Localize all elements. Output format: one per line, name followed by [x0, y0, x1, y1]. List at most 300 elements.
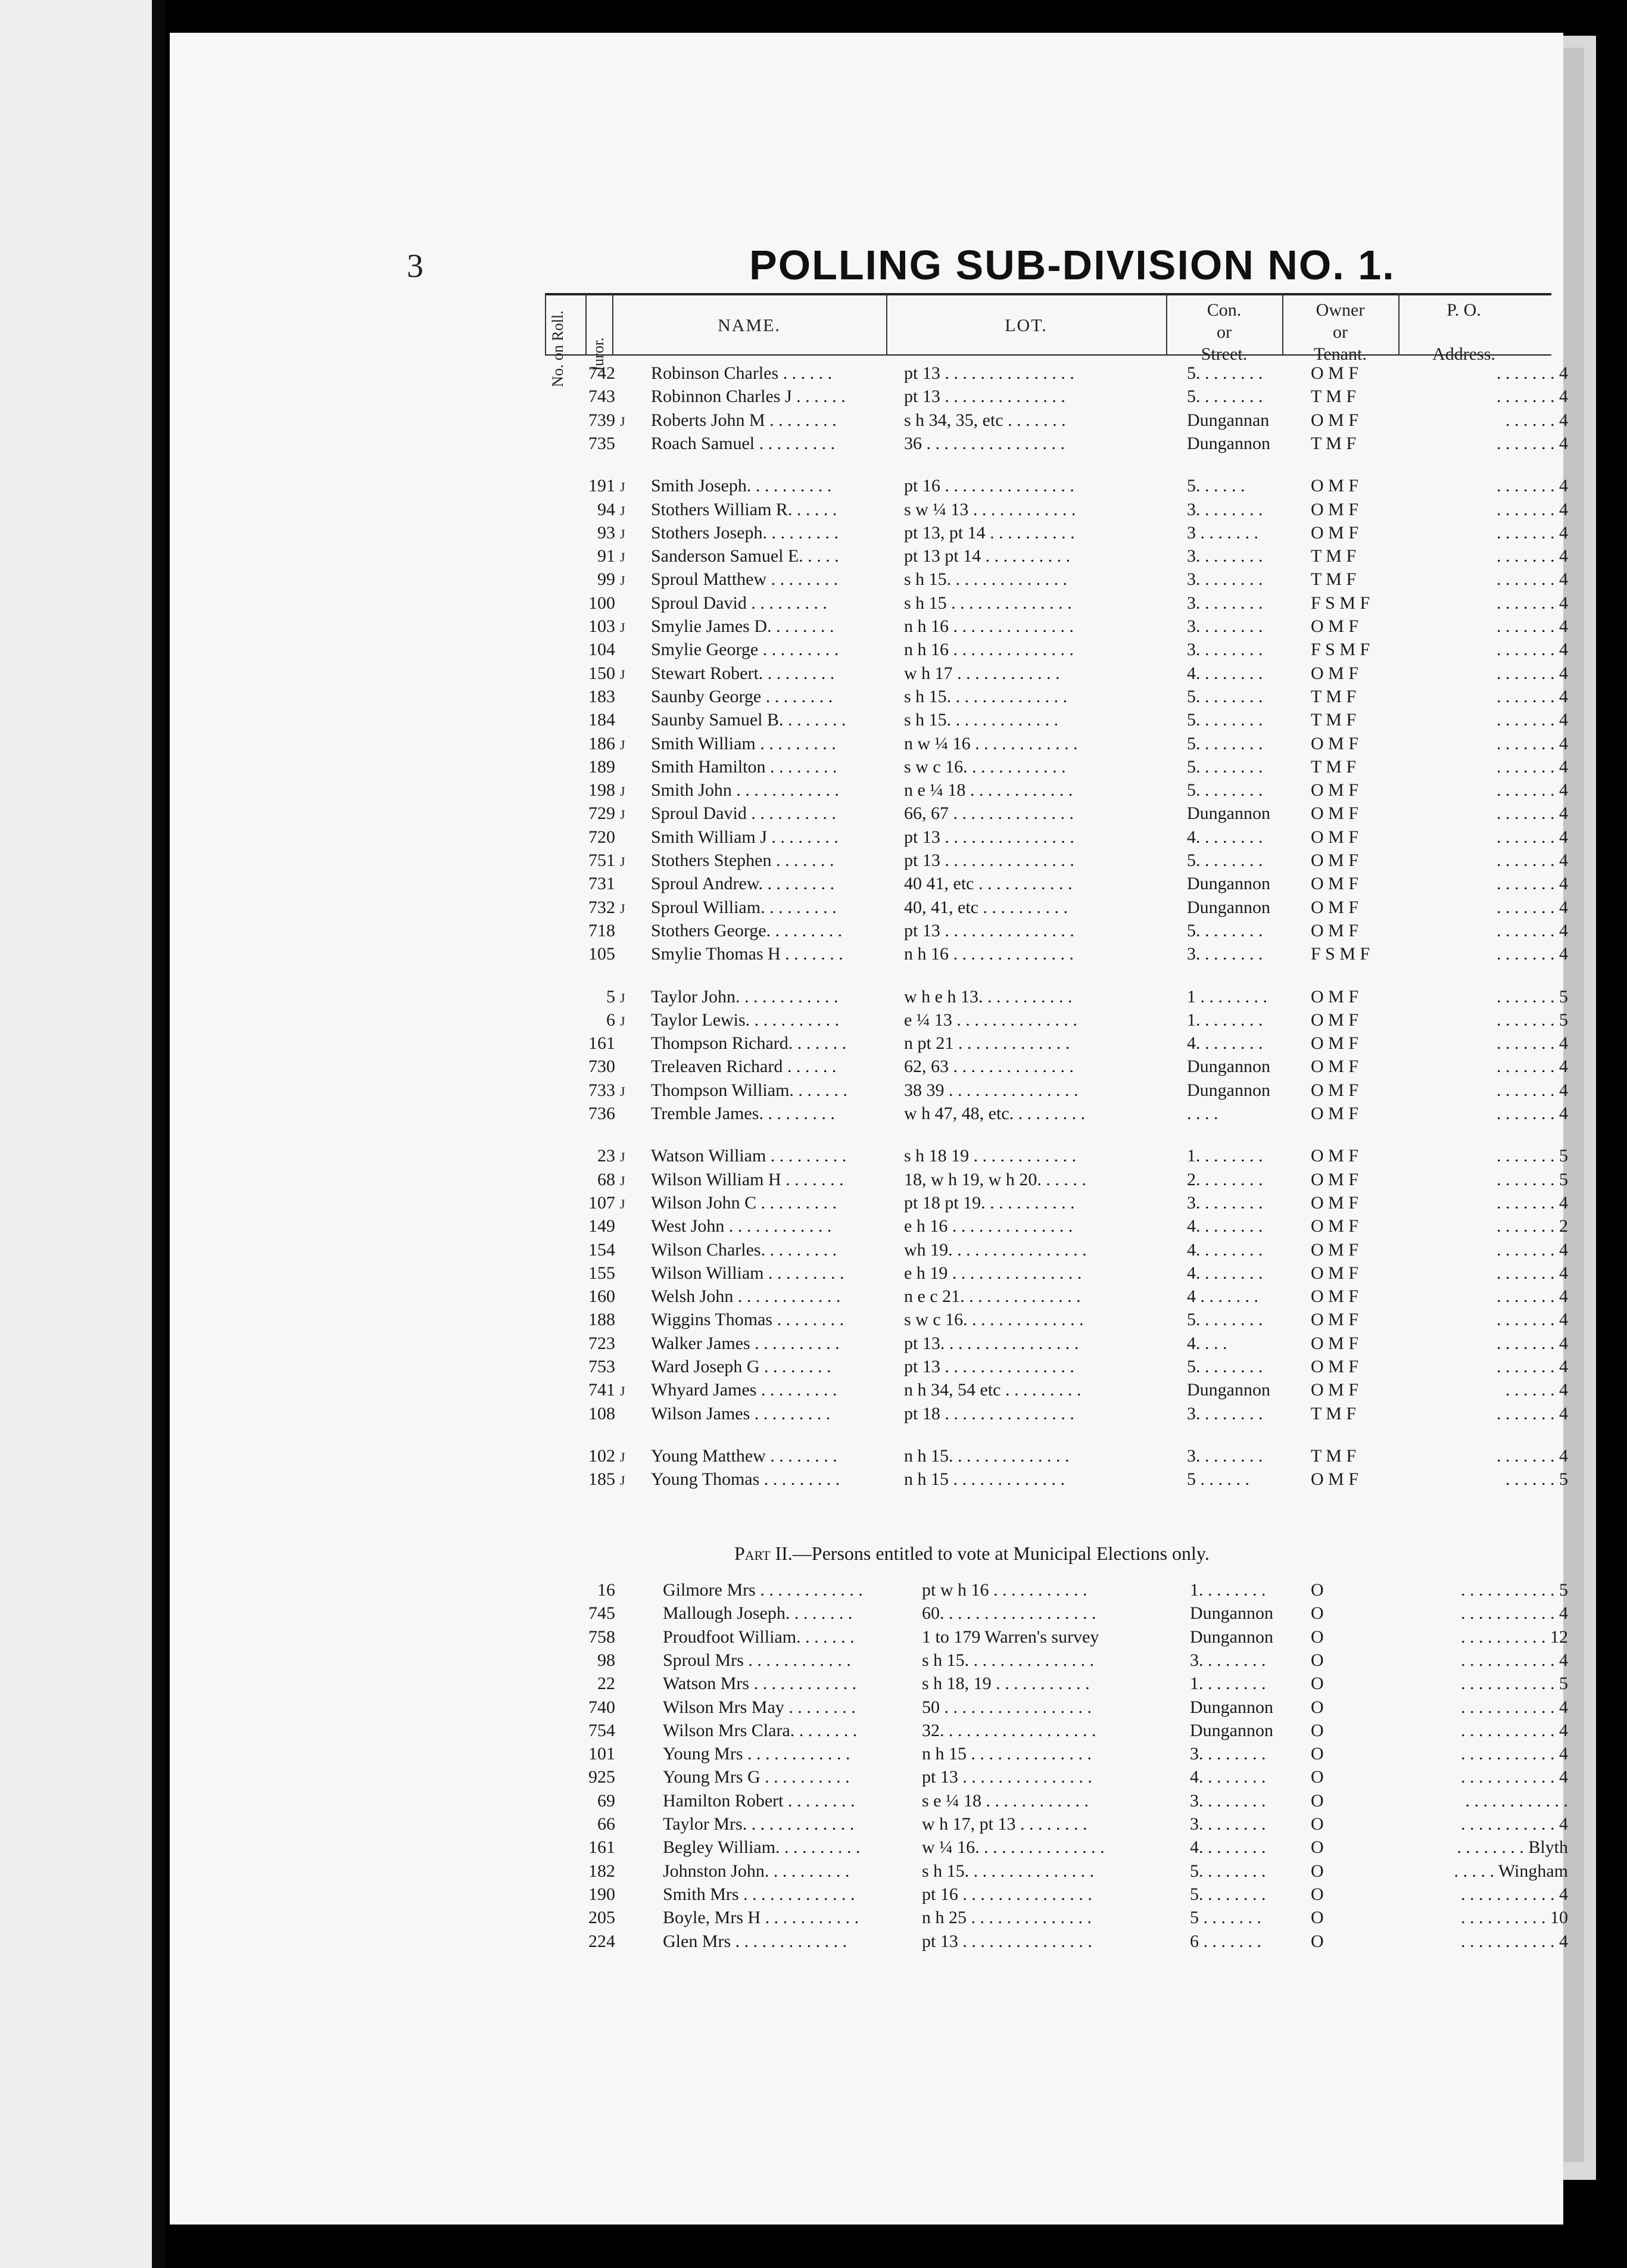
con-cell: 3. . . . . . . . [1190, 1650, 1266, 1670]
roll-number: 718 [588, 920, 615, 940]
voter-name: Thompson William. . . . . . . [651, 1080, 847, 1100]
voter-name: Wilson John C . . . . . . . . . [651, 1192, 837, 1213]
lot-cell: s h 15. . . . . . . . . . . . . . . [922, 1650, 1095, 1670]
lot-cell: pt 18 pt 19. . . . . . . . . . . [904, 1192, 1075, 1213]
address-cell: . . . . . . . 4 [1497, 1263, 1568, 1283]
voter-name: Taylor Lewis. . . . . . . . . . . [651, 1010, 840, 1030]
roll-number: 16 [597, 1580, 615, 1600]
owner-cell: O M F [1311, 522, 1359, 543]
con-cell: 2. . . . . . . . [1187, 1169, 1263, 1189]
voter-name: Stothers George. . . . . . . . . [651, 920, 843, 940]
address-cell: . . . . . . . . . . . 4 [1461, 1814, 1568, 1834]
owner-cell: O [1311, 1603, 1324, 1624]
con-cell: 5. . . . . . . . [1187, 686, 1263, 706]
con-cell: 1 . . . . . . . . [1187, 986, 1267, 1007]
owner-cell: O M F [1311, 1333, 1359, 1353]
owner-cell: O [1311, 1650, 1324, 1670]
con-cell: 5. . . . . . . . [1187, 387, 1263, 407]
voter-name: Sproul David . . . . . . . . . . [651, 803, 836, 824]
facing-page [0, 0, 158, 2268]
juror-mark: J [620, 1449, 625, 1465]
address-cell: . . . . . . . 4 [1497, 920, 1568, 940]
owner-cell: O M F [1311, 780, 1359, 800]
address-cell: . . . . . . . . . . . 4 [1461, 1884, 1568, 1904]
lot-cell: s h 15. . . . . . . . . . . . . . [904, 569, 1068, 590]
juror-mark: J [620, 550, 625, 565]
roll-number: 22 [597, 1674, 615, 1694]
voter-name: Treleaven Richard . . . . . . [651, 1057, 837, 1077]
address-cell: . . . . . . . 4 [1497, 733, 1568, 753]
owner-cell: O [1311, 1884, 1324, 1904]
lot-cell: pt 13 . . . . . . . . . . . . . . . [904, 827, 1074, 847]
owner-cell: O M F [1311, 1057, 1359, 1077]
voter-name: Watson William . . . . . . . . . [651, 1146, 847, 1166]
roll-number: 731 [588, 874, 615, 894]
roll-number: 108 [588, 1403, 615, 1423]
address-cell: . . . . . . . . . . 12 [1461, 1627, 1568, 1647]
roll-number: 191 [588, 476, 615, 496]
con-cell: 5 . . . . . . [1187, 1469, 1249, 1490]
lot-cell: s h 18, 19 . . . . . . . . . . . [922, 1674, 1090, 1694]
lot-cell: w h 17 . . . . . . . . . . . . [904, 663, 1060, 683]
address-cell: . . . . . . . 4 [1497, 433, 1568, 453]
owner-cell: O M F [1311, 1033, 1359, 1054]
address-cell: . . . . . . . 2 [1497, 1216, 1568, 1236]
roll-number: 730 [588, 1057, 615, 1077]
address-cell: . . . . . . . 4 [1497, 1310, 1568, 1330]
juror-mark: J [620, 1083, 625, 1099]
roll-number: 6 [606, 1010, 615, 1030]
con-cell: 3. . . . . . . . [1187, 640, 1263, 660]
owner-cell: F S M F [1311, 640, 1370, 660]
roll-number: 925 [588, 1767, 615, 1787]
roll-number: 184 [588, 710, 615, 730]
lot-cell: n pt 21 . . . . . . . . . . . . . [904, 1033, 1070, 1054]
voter-name: Smylie James D. . . . . . . . [651, 616, 834, 636]
address-cell: . . . . . . . 4 [1497, 522, 1568, 543]
address-cell: . . . . . . . 5 [1497, 1010, 1568, 1030]
address-cell: . . . . . . . 4 [1497, 1445, 1568, 1466]
juror-mark: J [620, 784, 625, 799]
lot-cell: pt 13 . . . . . . . . . . . . . . . [922, 1931, 1092, 1951]
address-cell: . . . . . . . . . . . 4 [1461, 1931, 1568, 1951]
voter-name: Welsh John . . . . . . . . . . . . [651, 1286, 841, 1307]
address-cell: . . . . . . 5 [1506, 1469, 1568, 1490]
owner-cell: O [1311, 1767, 1324, 1787]
roll-number: 754 [588, 1720, 615, 1740]
lot-cell: s w c 16. . . . . . . . . . . . . . [904, 1310, 1084, 1330]
owner-cell: O [1311, 1908, 1324, 1928]
roll-number: 155 [588, 1263, 615, 1283]
address-cell: . . . . . . . 4 [1497, 874, 1568, 894]
lot-cell: n h 16 . . . . . . . . . . . . . . [904, 944, 1074, 964]
address-cell: . . . . . . . 4 [1497, 1333, 1568, 1353]
address-cell: . . . . . . . 4 [1497, 1104, 1568, 1123]
lot-cell: pt 13. . . . . . . . . . . . . . . . [904, 1333, 1079, 1353]
juror-mark: J [620, 413, 625, 429]
voter-name: Young Thomas . . . . . . . . . [651, 1469, 840, 1490]
lot-cell: pt 13 . . . . . . . . . . . . . . . [904, 850, 1074, 870]
con-cell: Dungannon [1187, 1057, 1270, 1077]
con-cell: 5. . . . . . [1187, 476, 1245, 496]
voter-name: Hamilton Robert . . . . . . . . [663, 1790, 855, 1811]
owner-cell: O M F [1311, 1380, 1359, 1400]
con-cell: 5. . . . . . . . [1190, 1884, 1266, 1904]
owner-cell: F S M F [1311, 944, 1370, 964]
roll-number: 101 [588, 1744, 615, 1764]
voter-name: Sproul William. . . . . . . . . [651, 897, 837, 917]
juror-mark: J [620, 807, 625, 823]
voter-name: Smith William . . . . . . . . . [651, 733, 836, 753]
roll-number: 102 [588, 1445, 615, 1466]
address-cell: . . . . . . . . . . 10 [1461, 1908, 1568, 1928]
lot-cell: s h 34, 35, etc . . . . . . . [904, 410, 1066, 430]
roll-number: 741 [588, 1380, 615, 1400]
owner-cell: O M F [1311, 1263, 1359, 1283]
address-cell: . . . . . . . 4 [1497, 363, 1568, 383]
address-cell: . . . . . . . . . . . 5 [1461, 1580, 1568, 1600]
lot-cell: w h e h 13. . . . . . . . . . . [904, 986, 1073, 1007]
lot-cell: 18, w h 19, w h 20. . . . . . [904, 1169, 1086, 1189]
owner-cell: O M F [1311, 827, 1359, 847]
roll-number: 753 [588, 1357, 615, 1376]
con-cell: 4. . . . . . . . [1187, 1216, 1263, 1236]
voter-name: Wiggins Thomas . . . . . . . . [651, 1310, 844, 1330]
col-po-line: P. O. [1447, 300, 1481, 320]
owner-cell: O M F [1311, 733, 1359, 753]
roll-number: 720 [588, 827, 615, 847]
roll-number: 739 [588, 410, 615, 430]
owner-cell: T M F [1311, 569, 1357, 590]
lot-cell: pt w h 16 . . . . . . . . . . . [922, 1580, 1087, 1600]
con-cell: Dungannon [1190, 1720, 1273, 1740]
con-cell: 5 . . . . . . . [1190, 1908, 1261, 1928]
lot-cell: 38 39 . . . . . . . . . . . . . . . [904, 1080, 1079, 1100]
address-cell: . . . . . . . . . . . 4 [1461, 1650, 1568, 1670]
juror-mark: J [620, 573, 625, 588]
voter-name: Smylie George . . . . . . . . . [651, 640, 839, 660]
con-cell: 5. . . . . . . . [1187, 850, 1263, 870]
con-cell: Dungannon [1190, 1697, 1273, 1717]
roll-number: 188 [588, 1310, 615, 1330]
lot-cell: e h 16 . . . . . . . . . . . . . . [904, 1216, 1073, 1236]
lot-cell: n w ¼ 16 . . . . . . . . . . . . [904, 733, 1078, 753]
voter-name: Smith Hamilton . . . . . . . . [651, 756, 837, 777]
address-cell: . . . . . . . 5 [1497, 1146, 1568, 1166]
part-two-label: Part II. [734, 1543, 793, 1564]
address-cell: . . . . . . . 4 [1497, 850, 1568, 870]
roll-number: 729 [588, 803, 615, 824]
lot-cell: n h 15 . . . . . . . . . . . . . . [922, 1744, 1092, 1764]
roll-number: 107 [588, 1192, 615, 1213]
roll-number: 183 [588, 686, 615, 706]
address-cell: . . . . . . . 4 [1497, 1357, 1568, 1376]
lot-cell: s h 15. . . . . . . . . . . . . . . [922, 1861, 1095, 1881]
address-cell: . . . . . . . . . . . 4 [1461, 1767, 1568, 1787]
roll-number: 103 [588, 616, 615, 636]
con-cell: 5. . . . . . . . [1187, 1357, 1263, 1376]
lot-cell: n h 16 . . . . . . . . . . . . . . [904, 640, 1074, 660]
roll-number: 740 [588, 1697, 615, 1717]
voter-name: Boyle, Mrs H . . . . . . . . . . . [663, 1908, 859, 1928]
owner-cell: T M F [1311, 686, 1357, 706]
roll-number: 69 [597, 1790, 615, 1811]
con-cell: Dungannon [1187, 1380, 1270, 1400]
lot-cell: n e c 21. . . . . . . . . . . . . . [904, 1286, 1081, 1307]
roll-number: 735 [588, 433, 615, 453]
con-cell: 3. . . . . . . . [1190, 1814, 1266, 1834]
roll-number: 154 [588, 1239, 615, 1260]
con-cell: 5. . . . . . . . [1187, 920, 1263, 940]
owner-cell: O M F [1311, 920, 1359, 940]
col-own-line: Owner [1316, 300, 1365, 320]
voter-name: Wilson William H . . . . . . . [651, 1169, 844, 1189]
owner-cell: T M F [1311, 546, 1357, 566]
address-cell: . . . . . . . . . . . 5 [1461, 1674, 1568, 1694]
voter-name: Johnston John. . . . . . . . . . [663, 1861, 850, 1881]
lot-cell: s h 15 . . . . . . . . . . . . . . [904, 593, 1072, 613]
address-cell: . . . . . . . 4 [1497, 663, 1568, 683]
con-cell: 3. . . . . . . . [1187, 593, 1263, 613]
address-cell: . . . . . . . 4 [1497, 640, 1568, 660]
roll-number: 91 [597, 546, 615, 566]
roll-number: 186 [588, 733, 615, 753]
owner-cell: O [1311, 1744, 1324, 1764]
owner-cell: O M F [1311, 616, 1359, 636]
voter-name: Sproul Mrs . . . . . . . . . . . . [663, 1650, 851, 1670]
address-cell: . . . . . . . 4 [1497, 1239, 1568, 1260]
owner-cell: T M F [1311, 1403, 1357, 1423]
col-owner [1282, 299, 1398, 365]
con-cell: 1. . . . . . . . [1190, 1674, 1266, 1694]
voter-name: Mallough Joseph. . . . . . . . [663, 1603, 853, 1624]
con-cell: 3. . . . . . . . [1187, 944, 1263, 964]
con-cell: 3. . . . . . . . [1187, 546, 1263, 566]
voter-name: Sproul Matthew . . . . . . . . [651, 569, 839, 590]
address-cell: . . . . . . . 5 [1497, 1169, 1568, 1189]
col-con [1166, 299, 1282, 365]
con-cell: Dungannon [1187, 1080, 1270, 1100]
address-cell: . . . . . . . 4 [1497, 686, 1568, 706]
lot-cell: pt 13 . . . . . . . . . . . . . . . [922, 1767, 1092, 1787]
address-cell: . . . . . . . 4 [1497, 1057, 1568, 1077]
address-cell: . . . . . . . 4 [1497, 756, 1568, 777]
voter-name: West John . . . . . . . . . . . . [651, 1216, 832, 1236]
col-juror: Juror. [590, 337, 607, 372]
juror-mark: J [620, 479, 625, 495]
con-cell: 1. . . . . . . . [1187, 1146, 1263, 1166]
voter-name: Young Mrs . . . . . . . . . . . . [663, 1744, 850, 1764]
lot-cell: 40, 41, etc . . . . . . . . . . [904, 897, 1068, 917]
owner-cell: T M F [1311, 433, 1357, 453]
address-cell: . . . . . . . 4 [1497, 546, 1568, 566]
owner-cell: O [1311, 1627, 1324, 1647]
owner-cell: O [1311, 1674, 1324, 1694]
address-cell: . . . . . . . 4 [1497, 569, 1568, 590]
col-con-line: Con. [1207, 300, 1242, 320]
lot-cell: w h 47, 48, etc. . . . . . . . . [904, 1104, 1086, 1123]
con-cell: 3 . . . . . . . [1187, 522, 1258, 543]
lot-cell: pt 16 . . . . . . . . . . . . . . . [922, 1884, 1092, 1904]
owner-cell: O M F [1311, 410, 1359, 430]
lot-cell: 66, 67 . . . . . . . . . . . . . . [904, 803, 1074, 824]
lot-cell: n h 15 . . . . . . . . . . . . . [904, 1469, 1065, 1490]
voter-name: Saunby George . . . . . . . . [651, 686, 833, 706]
owner-cell: O [1311, 1814, 1324, 1834]
voter-name: Stothers Joseph. . . . . . . . . [651, 522, 839, 543]
roll-number: 723 [588, 1333, 615, 1353]
address-cell: . . . . . . . 4 [1497, 780, 1568, 800]
con-cell: 4. . . . . . . . [1190, 1837, 1266, 1858]
owner-cell: O [1311, 1861, 1324, 1881]
owner-cell: O M F [1311, 476, 1359, 496]
owner-cell: O M F [1311, 1469, 1359, 1490]
roll-number: 105 [588, 944, 615, 964]
address-cell: . . . . . . 4 [1506, 410, 1568, 430]
voter-name: Sanderson Samuel E. . . . . [651, 546, 839, 566]
address-cell: . . . . . . . 4 [1497, 897, 1568, 917]
address-cell: . . . . . . . 4 [1497, 1286, 1568, 1307]
con-cell: Dungannon [1187, 874, 1270, 894]
con-cell: Dungannon [1190, 1603, 1273, 1624]
con-cell: 3. . . . . . . . [1187, 616, 1263, 636]
owner-cell: O [1311, 1931, 1324, 1951]
juror-mark: J [620, 901, 625, 916]
owner-cell: O M F [1311, 1239, 1359, 1260]
owner-cell: O [1311, 1580, 1324, 1600]
con-cell: 6 . . . . . . . [1190, 1931, 1261, 1951]
col-divider [545, 293, 546, 356]
juror-mark: J [620, 1384, 625, 1399]
address-cell: . . . . . . . 4 [1497, 499, 1568, 519]
roll-number: 185 [588, 1469, 615, 1490]
con-cell: 1. . . . . . . . [1190, 1580, 1266, 1600]
col-con-line: or [1217, 322, 1232, 342]
voter-name: Sproul Andrew. . . . . . . . . [651, 874, 835, 894]
voter-name: Robinnon Charles J . . . . . . [651, 387, 846, 407]
con-cell: 3. . . . . . . . [1187, 1403, 1263, 1423]
juror-mark: J [620, 1173, 625, 1188]
col-lot: LOT. [1005, 316, 1048, 335]
col-name: NAME. [718, 316, 781, 335]
address-cell: . . . . . . . 4 [1497, 387, 1568, 407]
owner-cell: O [1311, 1790, 1324, 1811]
voter-name: Roach Samuel . . . . . . . . . [651, 433, 836, 453]
roll-number: 190 [588, 1884, 615, 1904]
con-cell: 5. . . . . . . . [1187, 710, 1263, 730]
con-cell: 5. . . . . . . . [1187, 756, 1263, 777]
col-con-line: Street. [1201, 344, 1248, 364]
address-cell: . . . . . . . 4 [1497, 1033, 1568, 1054]
owner-cell: O M F [1311, 1146, 1359, 1166]
con-cell: 4. . . . . . . . [1187, 1033, 1263, 1054]
col-own-line: or [1333, 322, 1348, 342]
address-cell: . . . . . . 4 [1506, 1380, 1568, 1400]
con-cell: 3. . . . . . . . [1190, 1790, 1266, 1811]
con-cell: . . . . [1187, 1104, 1218, 1123]
roll-number: 99 [597, 569, 615, 590]
con-cell: 5. . . . . . . . [1187, 780, 1263, 800]
voter-name: Smith Joseph. . . . . . . . . . [651, 476, 832, 496]
owner-cell: O M F [1311, 1010, 1359, 1030]
voter-name: Tremble James. . . . . . . . . [651, 1104, 835, 1123]
roll-number: 745 [588, 1603, 615, 1624]
owner-cell: O [1311, 1697, 1324, 1717]
voter-name: Gilmore Mrs . . . . . . . . . . . . [663, 1580, 863, 1600]
owner-cell: O M F [1311, 803, 1359, 824]
voter-name: Walker James . . . . . . . . . . [651, 1333, 840, 1353]
con-cell: 1. . . . . . . . [1187, 1010, 1263, 1030]
address-cell: . . . . . . . 4 [1497, 616, 1568, 636]
lot-cell: s h 15. . . . . . . . . . . . . . [904, 686, 1068, 706]
address-cell: . . . . . . . . . . . 4 [1461, 1744, 1568, 1764]
col-po-line: Address. [1432, 344, 1495, 364]
owner-cell: T M F [1311, 387, 1357, 407]
con-cell: 5. . . . . . . . [1187, 1310, 1263, 1330]
col-po [1398, 299, 1529, 365]
address-cell: . . . . . . . 4 [1497, 944, 1568, 964]
voter-name: Taylor Mrs. . . . . . . . . . . . . [663, 1814, 855, 1834]
roll-number: 150 [588, 663, 615, 683]
con-cell: Dungannon [1187, 897, 1270, 917]
lot-cell: pt 13, pt 14 . . . . . . . . . . [904, 522, 1075, 543]
roll-number: 5 [606, 986, 615, 1007]
con-cell: 4. . . . . . . . [1187, 1239, 1263, 1260]
owner-cell: O M F [1311, 874, 1359, 894]
voter-name: Smith John . . . . . . . . . . . . [651, 780, 839, 800]
voter-name: Smith William J . . . . . . . . [651, 827, 839, 847]
owner-cell: O M F [1311, 363, 1359, 383]
lot-cell: 32. . . . . . . . . . . . . . . . . . [922, 1720, 1096, 1740]
roll-number: 182 [588, 1861, 615, 1881]
juror-mark: J [620, 526, 625, 541]
voter-name: Roberts John M . . . . . . . . [651, 410, 837, 430]
roll-number: 205 [588, 1908, 615, 1928]
owner-cell: O M F [1311, 1080, 1359, 1100]
owner-cell: O M F [1311, 1169, 1359, 1189]
owner-cell: O M F [1311, 850, 1359, 870]
juror-mark: J [620, 990, 625, 1005]
voter-name: Wilson Mrs May . . . . . . . . [663, 1697, 856, 1717]
lot-cell: pt 13 pt 14 . . . . . . . . . . [904, 546, 1071, 566]
voter-name: Wilson William . . . . . . . . . [651, 1263, 844, 1283]
owner-cell: O [1311, 1837, 1324, 1858]
roll-number: 161 [588, 1837, 615, 1858]
book-gutter [152, 0, 165, 2268]
juror-mark: J [620, 620, 625, 635]
col-own-line: Tenant. [1314, 344, 1367, 364]
lot-cell: s w c 16. . . . . . . . . . . . [904, 756, 1066, 777]
lot-cell: s h 15. . . . . . . . . . . . . [904, 710, 1059, 730]
page-number: 3 [407, 248, 423, 285]
voter-name: Begley William. . . . . . . . . . [663, 1837, 861, 1858]
juror-mark: J [620, 1149, 625, 1165]
lot-cell: n e ¼ 18 . . . . . . . . . . . . [904, 780, 1073, 800]
voter-name: Taylor John. . . . . . . . . . . . [651, 986, 839, 1007]
address-cell: . . . . . . . . . . . 4 [1461, 1697, 1568, 1717]
lot-cell: wh 19. . . . . . . . . . . . . . . . [904, 1239, 1087, 1260]
address-cell: . . . . . . . 4 [1497, 1403, 1568, 1423]
con-cell: 5. . . . . . . . [1187, 363, 1263, 383]
con-cell: 4. . . . . . . . [1187, 827, 1263, 847]
lot-cell: e h 19 . . . . . . . . . . . . . . . [904, 1263, 1082, 1283]
lot-cell: s w ¼ 13 . . . . . . . . . . . . [904, 499, 1076, 519]
roll-number: 94 [597, 499, 615, 519]
juror-mark: J [620, 1473, 625, 1488]
owner-cell: O M F [1311, 1286, 1359, 1307]
address-cell: . . . . . . . . . . . 4 [1461, 1603, 1568, 1624]
col-roll: No. on Roll. [549, 310, 566, 387]
